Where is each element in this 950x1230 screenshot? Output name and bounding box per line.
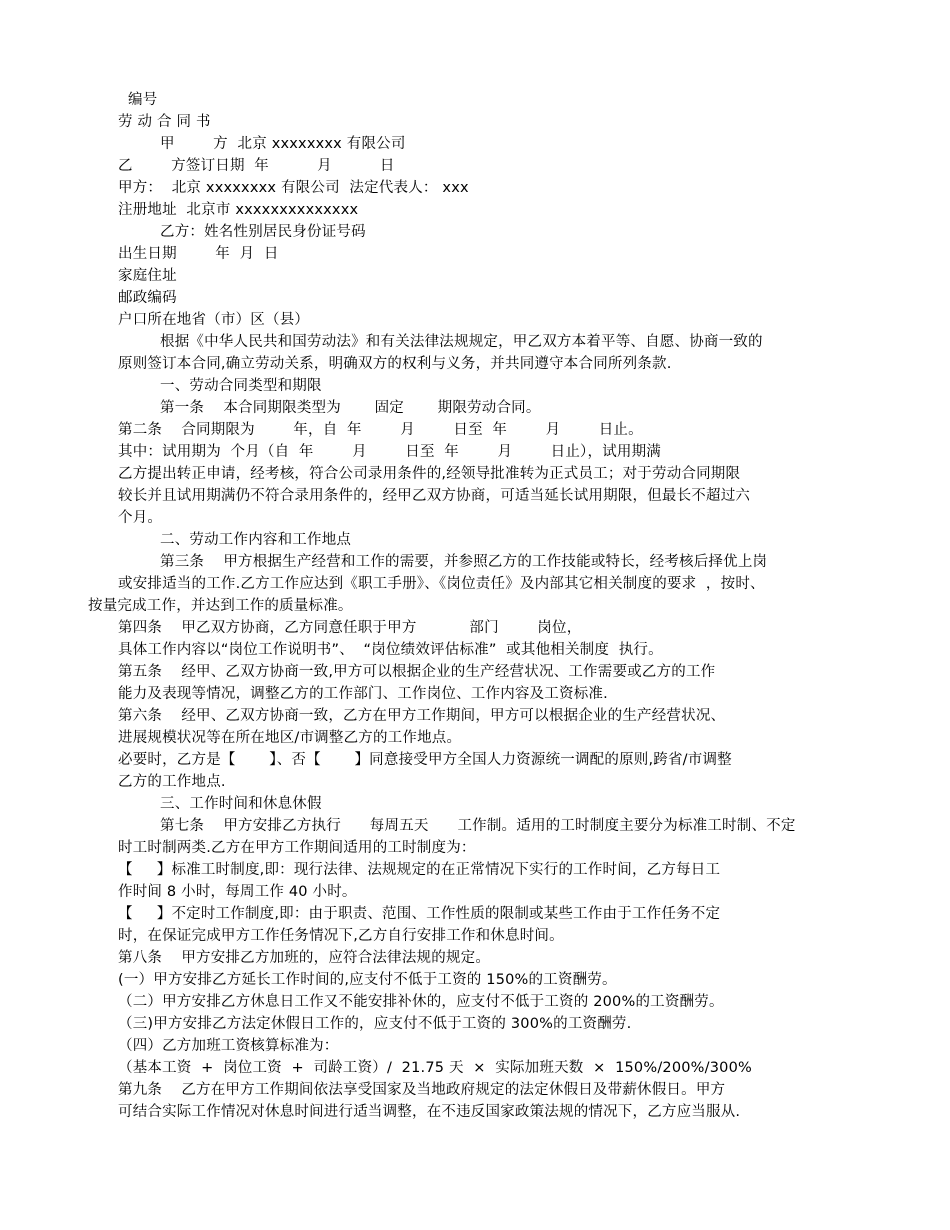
article-4-line-2: 具体工作内容以“岗位工作说明书”、 “岗位绩效评估标准” 或其他相关制度 执行。 <box>118 642 663 658</box>
article-6-line-1: 第六条 经甲、乙双方协商一致，乙方在甲方工作期间，甲方可以根据企业的生产经营状况、 <box>118 708 726 724</box>
serial-number-label: 编号 <box>128 92 158 108</box>
standard-hours-line-2: 作时间 8 小时，每周工作 40 小时。 <box>118 884 357 900</box>
party-b-info: 乙方：姓名性别居民身份证号码 <box>160 224 366 240</box>
article-5-line-1: 第五条 经甲、乙双方协商一致,甲方可以根据企业的生产经营状况、工作需要或乙方的工作 <box>118 664 716 680</box>
article-2: 第二条 合同期限为 年，自 年 月 日至 年 月 日止。 <box>118 422 643 438</box>
article-7-line-2: 时工时制两类.乙方在甲方工作期间适用的工时制度为： <box>118 840 476 856</box>
overtime-formula: （基本工资 + 岗位工资 + 司龄工资）/ 21.75 天 × 实际加班天数 × 150%/200%/300% <box>118 1060 752 1076</box>
household-registration: 户口所在地省（市）区（县） <box>118 312 310 328</box>
section-heading-2: 二、劳动工作内容和工作地点 <box>160 532 352 548</box>
article-9-line-1: 第九条 乙方在甲方工作期间依法享受国家及当地政府规定的法定休假日及带薪休假日。甲方 <box>118 1082 726 1098</box>
party-b-sign-date: 乙 方签订日期 年 月 日 <box>118 158 395 174</box>
standard-hours-line-1: 【 】标准工时制度,即：现行法律、法规规定的在正常情况下实行的工作时间，乙方每日工 <box>118 862 721 878</box>
probation-line-3: 较长并且试用期满仍不符合录用条件的，经甲乙双方协商，可适当延长试用期限，但最长不超过六 <box>118 488 751 504</box>
flexible-hours-line-1: 【 】不定时工作制度,即：由于职责、范围、工作性质的限制或某些工作由于工作任务不定 <box>118 906 721 922</box>
overtime-item-3: （三)甲方安排乙方法定休假日工作的，应支付不低于工资的 300%的工资酬劳. <box>118 1016 632 1032</box>
probation-line-4: 个月。 <box>118 510 163 526</box>
section-heading-3: 三、工作时间和休息休假 <box>160 796 322 812</box>
postal-code: 邮政编码 <box>118 290 177 306</box>
overtime-item-2: （二）甲方安排乙方休息日工作又不能安排补休的，应支付不低于工资的 200%的工资酬劳。 <box>118 994 724 1010</box>
overtime-item-4: （四）乙方加班工资核算标准为： <box>118 1038 339 1054</box>
article-3-line-3: 按量完成工作，并达到工作的质量标准。 <box>88 598 353 614</box>
party-a-info: 甲方： 北京 xxxxxxxx 有限公司 法定代表人： xxx <box>118 180 469 196</box>
registered-address: 注册地址 北京市 xxxxxxxxxxxxxx <box>118 202 359 218</box>
article-9-line-2: 可结合实际工作情况对休息时间进行适当调整，在不违反国家政策法规的情况下，乙方应当服从. <box>118 1104 741 1120</box>
article-6-line-4: 乙方的工作地点. <box>118 774 226 790</box>
article-6-line-2: 进展规模状况等在所在地区/市调整乙方的工作地点。 <box>118 730 462 746</box>
preamble-line-1: 根据《中华人民共和国劳动法》和有关法律法规规定，甲乙双方本着平等、自愿、协商一致的 <box>160 334 763 350</box>
article-1: 第一条 本合同期限类型为 固定 期限劳动合同。 <box>160 400 541 416</box>
overtime-item-1: (一）甲方安排乙方延长工作时间的,应支付不低于工资的 150%的工资酬劳。 <box>118 972 617 988</box>
probation-line-2: 乙方提出转正申请，经考核，符合公司录用条件的,经领导批准转为正式员工；对于劳动合同期限 <box>118 466 741 482</box>
article-3-line-2: 或安排适当的工作.乙方工作应达到《职工手册》、《岗位责任》及内部其它相关制度的要求 ，按时、 <box>118 576 765 592</box>
contract-title: 劳 动 合 同 书 <box>118 114 211 130</box>
article-5-line-2: 能力及表现等情况，调整乙方的工作部门、工作岗位、工作内容及工资标准. <box>118 686 608 702</box>
article-3-line-1: 第三条 甲方根据生产经营和工作的需要，并参照乙方的工作技能或特长，经考核后择优上岗 <box>160 554 768 570</box>
party-a-line: 甲 方 北京 xxxxxxxx 有限公司 <box>160 136 406 152</box>
article-7-line-1: 第七条 甲方安排乙方执行 每周五天 工作制。适用的工时制度主要分为标准工时制、不定 <box>160 818 796 834</box>
probation-line-1: 其中：试用期为 个月（自 年 月 日至 年 月 日止），试用期满 <box>118 444 661 460</box>
birth-date: 出生日期 年 月 日 <box>118 246 279 262</box>
article-6-line-3: 必要时，乙方是【 】、否【 】同意接受甲方全国人力资源统一调配的原则,跨省/市调整 <box>118 752 732 768</box>
flexible-hours-line-2: 时，在保证完成甲方工作任务情况下,乙方自行安排工作和休息时间。 <box>118 928 564 944</box>
preamble-line-2: 原则签订本合同,确立劳动关系，明确双方的权利与义务，并共同遵守本合同所列条款. <box>118 356 672 372</box>
article-8: 第八条 甲方安排乙方加班的，应符合法律法规的规定。 <box>118 950 491 966</box>
article-4-line-1: 第四条 甲乙双方协商，乙方同意任职于甲方 部门 岗位， <box>118 620 582 636</box>
home-address: 家庭住址 <box>118 268 177 284</box>
section-heading-1: 一、劳动合同类型和期限 <box>160 378 322 394</box>
